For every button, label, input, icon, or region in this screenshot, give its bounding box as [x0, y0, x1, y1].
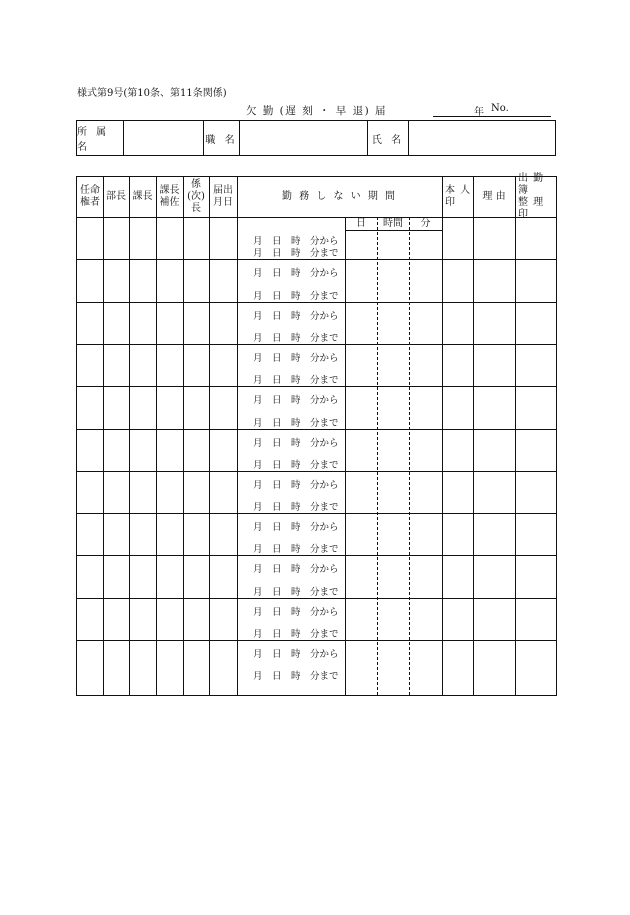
period-to-text: 月 日 時 分まで	[253, 332, 339, 344]
subheader-left-border	[345, 217, 346, 695]
table-row-divider	[77, 598, 556, 599]
subheader-minutes: 分	[420, 217, 431, 229]
table-row-divider	[77, 259, 556, 260]
period-from-text: 月 日 時 分から	[253, 649, 339, 660]
period-from-text: 月 日 時 分から	[253, 268, 339, 280]
number-label: No.	[491, 103, 509, 114]
column-header-submit-date: 届出 月日	[213, 185, 233, 208]
period-to-text: 月 日 時 分まで	[253, 502, 339, 514]
table-column-divider	[442, 177, 443, 695]
period-from-text: 月 日 時 分から	[253, 236, 339, 247]
dept-label: 所 属 名	[77, 127, 110, 153]
year-label: 年	[474, 107, 484, 118]
form-number: 様式第9号(第10条、第11条関係)	[77, 88, 227, 99]
year-number-underline	[433, 116, 551, 117]
period-from-text: 月 日 時 分から	[253, 606, 339, 618]
table-row-divider	[77, 386, 556, 387]
table-column-divider	[237, 177, 238, 695]
period-to-text: 月 日 時 分まで	[253, 629, 339, 640]
table-column-divider	[209, 177, 210, 695]
absence-table	[76, 173, 557, 696]
period-to-text: 月 日 時 分まで	[253, 290, 339, 302]
period-to-text: 月 日 時 分まで	[253, 375, 339, 387]
subheader-hours: 時間	[383, 217, 403, 229]
period-from-text: 月 日 時 分から	[253, 395, 339, 407]
column-header-dept-head: 部長	[106, 191, 126, 202]
time-column-dashed-divider	[377, 217, 378, 695]
period-from-text: 月 日 時 分から	[253, 522, 339, 534]
period-to-text: 月 日 時 分まで	[253, 671, 339, 683]
table-column-divider	[183, 177, 184, 695]
column-header-seal: 本 人 印	[445, 185, 472, 208]
period-to-text: 月 日 時 分まで	[253, 417, 339, 429]
table-row-divider	[77, 555, 556, 556]
column-header-chief: 係 (次) 長	[187, 179, 205, 214]
period-from-text: 月 日 時 分から	[253, 564, 339, 576]
period-to-text: 月 日 時 分まで	[253, 586, 339, 598]
column-header-assistant: 課長 補佐	[159, 185, 180, 208]
table-row-divider	[77, 471, 556, 472]
table-row-divider	[77, 640, 556, 641]
name-label: 氏 名	[371, 134, 405, 146]
employee-info-box	[76, 120, 556, 156]
period-from-text: 月 日 時 分から	[253, 352, 339, 364]
column-header-section-head: 課長	[132, 191, 153, 202]
name-field[interactable]	[409, 121, 555, 155]
time-column-dashed-divider	[409, 217, 410, 695]
column-header-period: 勤 務 し な い 期 間	[281, 191, 398, 202]
period-to-text: 月 日 時 分まで	[253, 459, 339, 471]
form-title: 欠 勤 (遅 刻 ・ 早 退) 届	[246, 105, 388, 117]
period-to-text: 月 日 時 分まで	[253, 248, 339, 260]
table-row-divider	[77, 513, 556, 514]
table-column-divider	[473, 177, 474, 695]
column-header-appointer: 任命 権者	[80, 185, 100, 208]
period-from-text: 月 日 時 分から	[253, 479, 339, 491]
table-column-divider	[156, 177, 157, 695]
period-from-text: 月 日 時 分から	[253, 437, 339, 449]
column-header-attendance: 出 勤 簿 整 理 印	[518, 173, 545, 220]
table-column-divider	[129, 177, 130, 695]
table-column-divider	[515, 177, 516, 695]
period-to-text: 月 日 時 分まで	[253, 544, 339, 556]
post-field[interactable]	[240, 121, 367, 155]
column-header-reason: 理 由	[482, 191, 506, 202]
period-from-text: 月 日 時 分から	[253, 310, 339, 322]
header-divider	[77, 217, 556, 218]
table-row-divider	[77, 302, 556, 303]
table-row-divider	[77, 344, 556, 345]
table-column-divider	[103, 177, 104, 695]
subheader-day: 日	[356, 217, 366, 229]
table-row-divider	[77, 429, 556, 430]
post-label: 職 名	[205, 134, 238, 146]
subheader-divider	[345, 230, 442, 231]
